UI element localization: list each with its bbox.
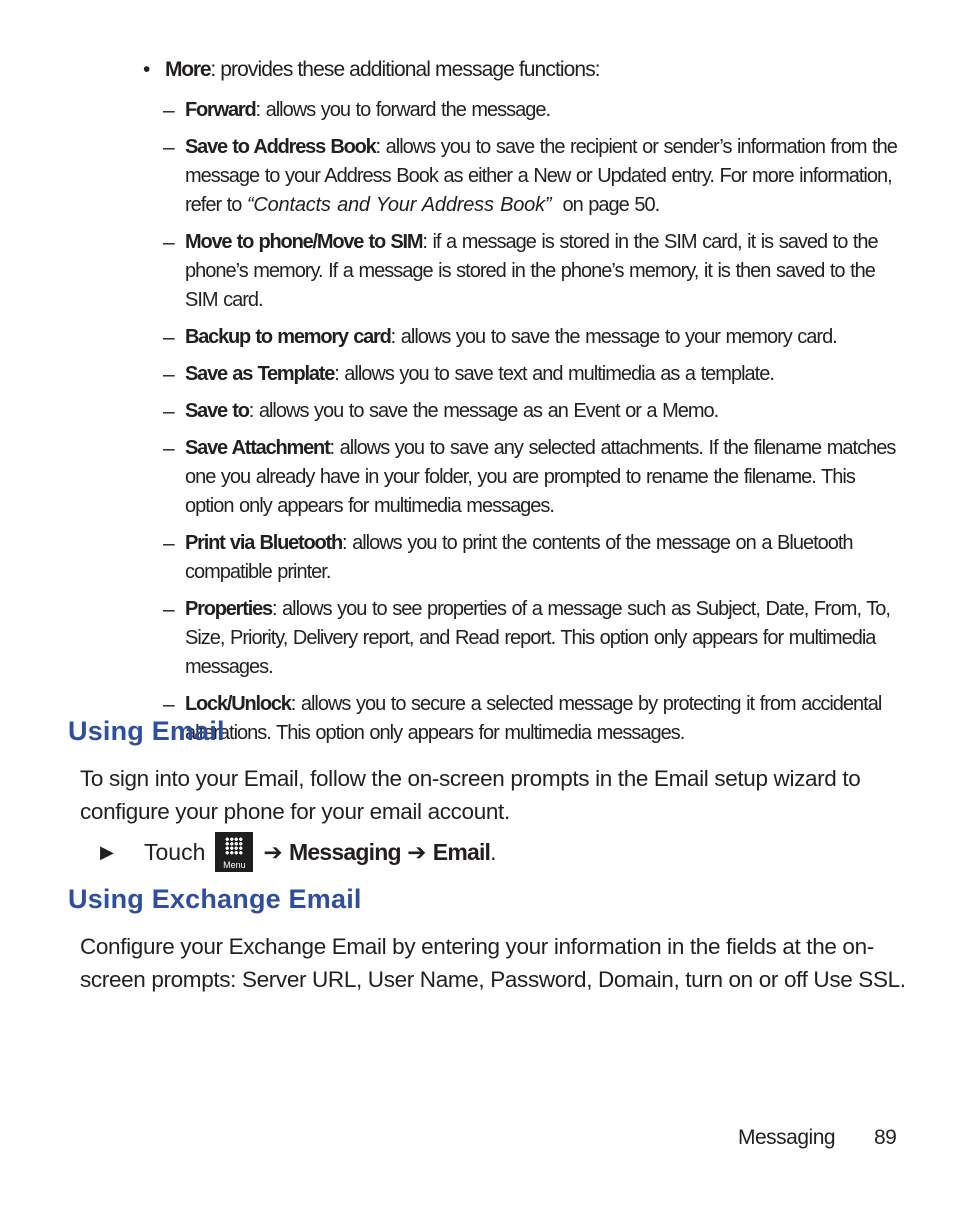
dash-marker: – (163, 598, 175, 621)
list-item-text (185, 529, 903, 587)
heading-using-exchange-email: Using Exchange Email (68, 884, 362, 914)
list-item (163, 690, 903, 748)
list-item (163, 397, 903, 426)
list-item-desc: : allows you to secure a selected message by protecting it from accidental alterations. This option only appears for multimedia messages. (185, 693, 882, 744)
list-item-text (185, 690, 903, 748)
dash-marker: – (163, 437, 175, 460)
menu-icon (215, 832, 253, 872)
step-messaging: Messaging (289, 838, 401, 865)
list-item-term: Save to Address Book (185, 136, 376, 158)
list-item-term: Save as Template (185, 363, 335, 385)
dash-marker: – (163, 231, 175, 254)
list-item-term: Print via Bluetooth (185, 532, 342, 554)
list-item-text (185, 595, 903, 682)
list-item-desc: : allows you to forward the message. (255, 99, 551, 121)
more-desc: : provides these additional message functions: (210, 58, 600, 81)
list-item-desc: : allows you to save the message to your memory card. (390, 326, 837, 348)
dash-marker: – (163, 99, 175, 122)
list-item-term: Lock/Unlock (185, 693, 291, 715)
list-item-term: Forward (185, 99, 256, 121)
list-item (163, 595, 903, 682)
list-item-term: Move to phone/Move to SIM (185, 231, 423, 253)
dash-marker: – (163, 136, 175, 159)
list-item-text (185, 228, 903, 315)
list-item-desc: : allows you to save the message as an Event or a Memo. (248, 400, 719, 422)
list-item-desc: : allows you to see properties of a message such as Subject, Date, From, To, Size, Priority, Delivery report, and Read report. This option only appears for multimedia messages. (185, 598, 890, 678)
step-period: . (490, 838, 497, 865)
step-marker-icon: ▶ (100, 841, 114, 862)
dash-marker: – (163, 326, 175, 349)
list-item-term: Save Attachment (185, 437, 330, 459)
footer-section-name: Messaging (738, 1126, 836, 1149)
dash-marker: – (163, 693, 175, 716)
list-item (163, 434, 903, 521)
list-item-desc: : allows you to save text and multimedia as a template. (334, 363, 774, 385)
arrow-icon: ➔ (263, 838, 283, 865)
more-bullet-item (143, 58, 600, 82)
dash-marker: – (163, 363, 175, 386)
list-item-term: Backup to memory card (185, 326, 391, 348)
list-item-term: Save to (185, 400, 249, 422)
list-item (163, 228, 903, 315)
list-item-text (185, 360, 903, 389)
list-item-text (185, 397, 903, 426)
list-item (163, 96, 903, 125)
email-intro-paragraph: To sign into your Email, follow the on-screen prompts in the Email setup wizard to configure your phone for your email account. (80, 766, 861, 824)
footer-page-number: 89 (874, 1126, 897, 1149)
more-options-list (163, 96, 903, 756)
menu-icon-label: Menu (223, 860, 246, 870)
heading-using-email: Using Email (68, 716, 225, 746)
cross-reference-link[interactable]: “Contacts and Your Address Book” (246, 194, 552, 216)
step-email: Email (432, 838, 491, 865)
list-item (163, 133, 903, 220)
list-item (163, 360, 903, 389)
list-item-text (185, 434, 903, 521)
dash-marker: – (163, 400, 175, 423)
exchange-paragraph: Configure your Exchange Email by entering your information in the fields at the on-screen prompts: Server URL, User Name, Password, Domain, turn on or off Use SSL. (80, 934, 906, 992)
list-item-desc: : allows you to save the recipient or sender’s information from the message to your Address Book as either a New or Updated entry. For more information, refer to (185, 136, 897, 216)
list-item-desc: : allows you to save any selected attachments. If the filename matches one you already have in your folder, you are prompted to rename the filename. This option only appears for multimedia messages. (185, 437, 896, 517)
step-touch-text: Touch (144, 838, 206, 865)
more-text (165, 58, 600, 82)
list-item (163, 529, 903, 587)
email-step (100, 832, 497, 872)
arrow-icon: ➔ (407, 838, 427, 865)
list-item-text (185, 133, 903, 220)
bullet-marker: • (143, 58, 150, 81)
list-item-desc: : if a message is stored in the SIM card, it is saved to the phone’s memory. If a message is stored in the phone’s memory, it is then saved to the SIM card. (185, 231, 878, 311)
list-item-term: Properties (185, 598, 272, 620)
dash-marker: – (163, 532, 175, 555)
list-item (163, 323, 903, 352)
list-item-text (185, 96, 903, 125)
list-item-desc: : allows you to print the contents of the message on a Bluetooth compatible printer. (185, 532, 853, 583)
more-term: More (165, 58, 211, 81)
list-item-text (185, 323, 903, 352)
list-item-page-ref: on page 50. (551, 194, 660, 216)
